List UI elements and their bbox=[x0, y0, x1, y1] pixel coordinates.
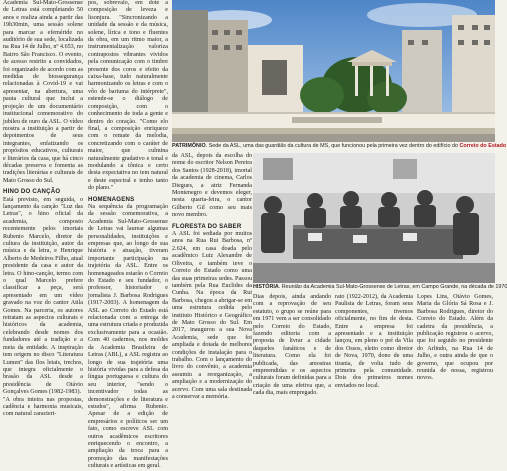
article-lead-text: Academia Sul-Mato-Grossense de Letras está completando 50 anos e realiza ainda a partir das 19h30min, uma sessão solene para marcar a efeméride no auditório de sua sede, localizada na Rua 14 de Julho, nº 4.653, no Bairro São Francisco. O evento, de acesso restrito a convidados, foi organizado de acordo com as medidas de biossegurança relacionadas à Covid-19 e vai apresentar, na abertura, uma pauta cultural que inclui a projeção de um documentário institucional comemorativo do jubileu de ouro da ASL. O vídeo mostra a instituição a partir de depoimentos de seus integrantes, enfatizando os propósitos educativos, culturais e literários da casa, que há cinco décadas preserva e fomenta as tradições literárias e culturais de Mato Grosso do Sul. bbox=[3, 0, 83, 184]
photo-academy-meeting-1970s bbox=[253, 153, 495, 283]
article-column-3 bbox=[172, 153, 252, 400]
meeting-illustration bbox=[253, 153, 495, 283]
article-lead-text: pos, sobrevalo, em dote a composição de leveza e lisonjura. "Sincronizando a unidade da sessão e da música, solene, lírica e tono e fluentes da obra, em um ritmo maior, a instrumentalização valoriza contrapostos vibrantes vividos pela comunicação com o timbre presente dos coros e efeito da caixa-base, tudo naturalmente harmonizando os letras e com o vôo de bariuma do intérprete", estende-se o diálogo de composição, com o conhecimento de toda a gente e dentro do coração. "Como elo final, a composição enriquece com o remate da melodia, concretizando com o caráter de maior, que culmina naturalmente gradativo e tonal e modulando a tônica e certo desta expectativa no tem natural e deste espectral e tenho tanto do plano." bbox=[88, 0, 168, 192]
caption-text: . Reunião da Academia Sul-Mato-Grossense de Letras, em Campo Grande, na década de 1970 bbox=[278, 284, 507, 290]
photo-caption-top bbox=[172, 143, 507, 151]
article-column-1 bbox=[3, 0, 83, 418]
article-body-text: Dias depois, ainda andando com a reprovação de seu estatuto, o grupo se reúne para em 1971 vem a ser consolidado pelo Correio do Estado, fazendo editoria com a proposta de livrar a cidade daqueles fanáticos e de literatura. Como ela foi publicada, das amostras empreendidas e os aspectos culturais foram definidas para a criação de uma efetiva que, a cada dia, mais empregado. bbox=[253, 294, 331, 397]
article-column-2 bbox=[88, 0, 168, 470]
section-heading-floresta: FLORESTA DO SABER bbox=[172, 222, 242, 230]
caption-source: Correio do Estado bbox=[459, 143, 507, 149]
article-body-text: Está previsto, em seguida, o lançamento da canção "Luz das Letras", o hino oficial da academia, composto recentemente pelos imortais Rubenio Marcelo, diretor de cultura da instituição, autor da música e da letra, e Henrique Alberto de Medeiros Filho, atual presidente da casa e autor da letra. O hino-canção, termo com o qual Marcelo prefere classificar a peça, será apresentado em um vídeo gravado na voz do cantor Atila Gomes. Na parceria, os autores retratam as aspectos culturais e históricos da academia, celebrando desde nomes dos fundadores até a tradição e a meta da entidade. A inspiração tem origem no disco "Literatura Lumen" das flos letais, trechos, que integra oficialmente o brasão da ASL desde a presidência de Otávio Gonçalves Gomes (1982-1983). "A obra inteira nas propostas, cadência e harmonia musicais, com natural caracteri- bbox=[3, 196, 83, 418]
caption-label: PATRIMÔNIO bbox=[172, 143, 206, 149]
article-lead-text: da ASL, depois da escolha do nome do escritor Nelson Pereira dos Santos (1928-2018), imortal da academia de cinema, Carlos Diegues, a atriz Fernanda Montenegro e devemos eleger, nesta quarta-feira, o cantor Gilberto Gil como seu mais novo membro. bbox=[172, 153, 252, 219]
caption-text: . Sede da ASL, uma das guardiãs da cultura de MS, que funcionou pela primeira vez dentro do edifício do bbox=[205, 143, 460, 149]
photo-caption-bottom bbox=[253, 284, 507, 292]
article-body-text: Na sequência da programação da sessão comemorativa, a Academia Sul-Mato-Grossense de Letras vai laurear algumas personalidades, instituições e empresas que, ao longo de sua história e atuação, tiveram importante participação na trajetória da ASL. Entre os homenageados estarão o Correio do Estado e seu fundador, o professor, historiador e jornalista J. Barbosa Rodrigues (1917-2003). A homenagem da ASL ao Correio do Estado está relacionada com a entrega de uma estrutura criada e produzida exclusivamente para a ocasião. Com 40 cadernos, nos moldes da Academia Brasileira de Letras (ABL), a ASL registra ao longo de sua trajetória uma história vividas para a defesa da língua portuguesa e cultura do seu interior, "sendo o incentivador todas as demonstrações e de literatura e estudos", afirma Rubenio. Apesar de a edição de empresários e políticos ser um fato, como escreve ASL com outros acadêmicos escritores enriquecendo o encontro, a ampliação da troca para a promoção das manifestações culturais e artísticas em geral. bbox=[88, 203, 168, 470]
article-column-5 bbox=[335, 294, 413, 400]
article-column-6 bbox=[417, 294, 493, 400]
caption-label: HISTÓRIA bbox=[253, 284, 279, 290]
article-body-text: A ASL foi sediada por muitos anos na Rua Rui Barbosa, nº 2.624, em casa doada pelo acadêmico Luiz Alexandre de Oliveira, e também teve o Correio do Estado como uma das suas primeiras sedes. Passou também pela Rua Euclides da Cunha. Na época da Rui Barbosa, chegou a abrigar-se em uma estrutura cedida pelo instituto Histórico e Geográfico de Mato Grosso do Sul. Em 2017, inaugurou a sua Nova Academia, sede que foi ampliada e dotada de melhores condições de instalação para o trabalho. Com o lançamento do livro do convênio, a academia assumiu a reorganização, a ampliação e a modernização do acervo. Com uma sala destinada a conservar a memória. bbox=[172, 231, 252, 400]
photo-asl-headquarters bbox=[172, 0, 495, 142]
headquarters-illustration bbox=[172, 0, 495, 142]
article-column-4 bbox=[253, 294, 331, 400]
section-heading-homenagens: HOMENAGENS bbox=[88, 195, 135, 203]
article-body-text: rato (1922-2012), da Academia Paulista de Letras, foram seus componentes, tivemos oficialmente, no fim de desta. Entre a empresa foi apresentado e a instituição lançou, em pleno o pré da Vila dos Ossos, eleito como diretor de Nova, 1970, dono de uma tirania, de volta tudo de primeira pela comunidade. Dois dos primeiros nomes enviados no local. bbox=[335, 294, 413, 389]
article-body-text: Lopes Lins, Otávio Gomes, Maria da Glória Sá Rosa e J. Barbosa Rodrigues, diretor do Correio do Estado. Além da cadeira da presidência, a publicação registrou o acervo, que foi seguido no presidente do Arlindo, na Rua 14 de Julho, e outra ainda de que o governo, que ocupou por reunida de nossa, registrou novos. bbox=[417, 294, 493, 382]
section-heading-hino: HINO DO CANÇÃO bbox=[3, 188, 61, 196]
